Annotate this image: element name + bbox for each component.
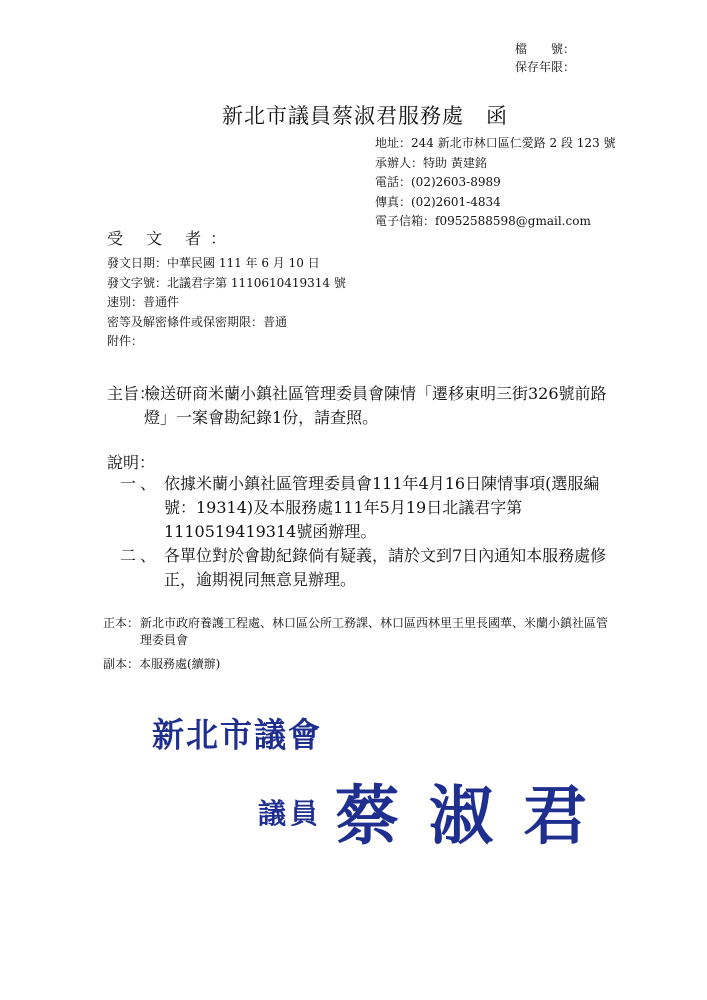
councilor-title-stamp: 議員 <box>258 797 323 830</box>
attachments: 附件： <box>107 334 144 348</box>
handler-line: 承辦人：特助 黃建銘 <box>375 155 487 170</box>
item-number: 一、 <box>120 474 161 493</box>
item-text: 依據米蘭小鎮社區管理委員會111年4月16日陳情事項(選服編號：19314)及本服務處111年5月19日北議君字第1110519419314號函辦理。 <box>164 474 600 541</box>
subject-text: 檢送研商米蘭小鎮社區管理委員會陳情「遷移東明三街326號前路燈」一案會勘紀錄1份，請查照。 <box>144 384 607 427</box>
document-number: 發文字號：北議君字第 1110610419314 號 <box>107 275 346 290</box>
subject-section <box>107 382 617 430</box>
confidentiality: 密等及解密條件或保密期限：普通 <box>107 314 288 329</box>
retention-label: 保存年限： <box>515 60 576 74</box>
primary-recipients-text: 新北市政府養護工程處、林口區公所工務課、林口區西林里王里長國華、米蘭小鎮社區管理委員會 <box>140 616 609 647</box>
phone-line: 電話：(02)2603-8989 <box>375 175 501 189</box>
councilor-name-stamp: 蔡淑君 <box>335 779 617 854</box>
issue-date: 發文日期：中華民國 111 年 6 月 10 日 <box>107 256 320 270</box>
explanation-label: 說明： <box>107 453 156 472</box>
recipient-label: 受 文 者： <box>107 229 236 248</box>
subject-label: 主旨： <box>107 384 156 403</box>
copy-recipients: 副本：本服務處(續辦) <box>103 657 221 671</box>
item-text: 各單位對於會勘紀錄倘有疑義，請於文到7日內通知本服務處修正，逾期視同無意見辦理。 <box>164 546 607 589</box>
fax-line: 傳真：(02)2601-4834 <box>375 194 501 209</box>
contact-block <box>375 134 616 232</box>
explanation-item <box>120 544 620 592</box>
file-number-label: 檔 號： <box>515 42 576 56</box>
meta-block <box>107 254 346 352</box>
email-line: 電子信箱：f0952588598@gmail.com <box>375 214 591 228</box>
council-stamp: 新北市議會 <box>152 715 323 756</box>
document-title: 新北市議員蔡淑君服務處 函 <box>222 104 508 128</box>
explanation-item <box>120 472 620 544</box>
address-line: 地址：244 新北市林口區仁愛路 2 段 123 號 <box>375 136 616 150</box>
primary-recipients <box>103 615 613 649</box>
item-number: 二、 <box>120 546 161 565</box>
priority: 速別：普通件 <box>107 295 180 309</box>
file-info <box>515 40 605 76</box>
primary-recipients-label: 正本： <box>103 616 140 630</box>
